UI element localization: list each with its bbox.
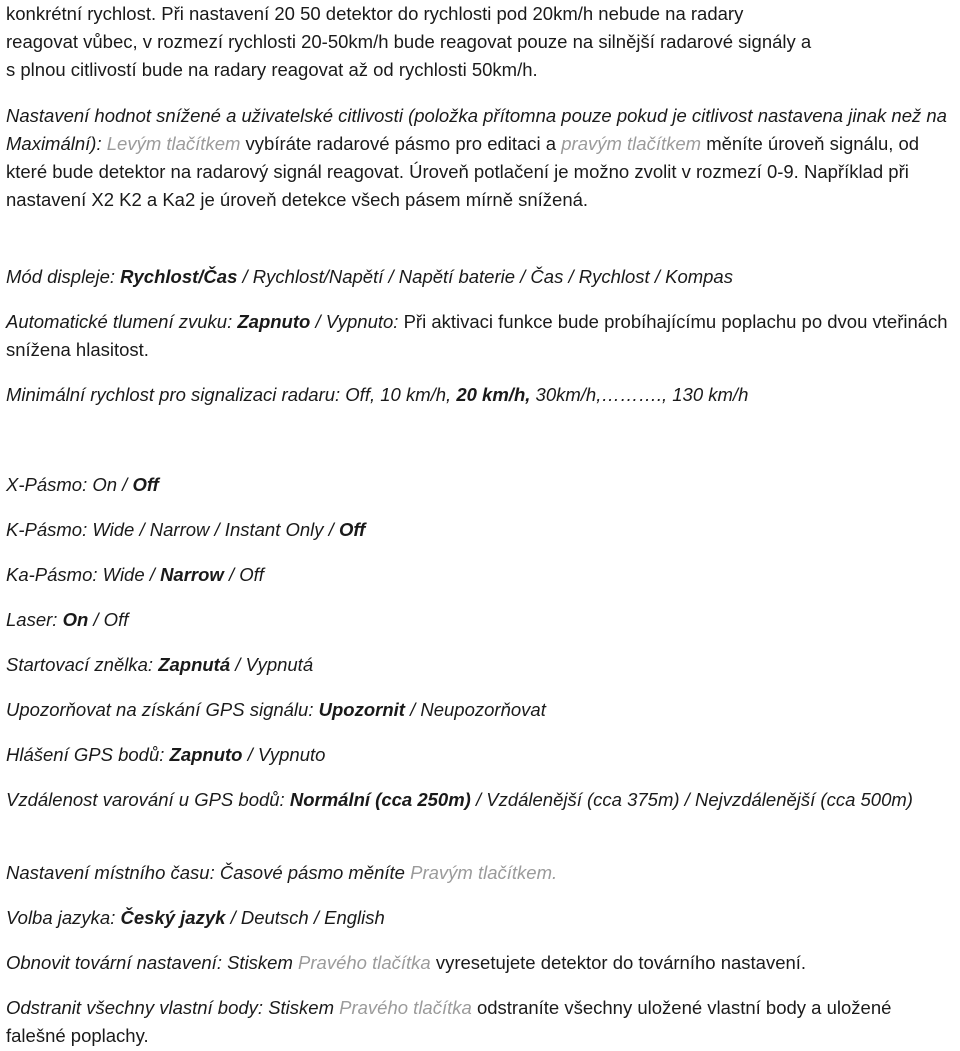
left-button-ref: Levým tlačítkem — [106, 133, 241, 154]
laser-line — [6, 606, 956, 634]
sensitivity-text-1: vybíráte radarové pásmo pro editaci a — [245, 133, 557, 154]
intro-line-1: konkrétní rychlost. Při nastavení 20 50 detektor do rychlosti pod 20km/h nebude na radary — [6, 3, 744, 24]
auto-mute-selected: Zapnuto — [237, 311, 311, 332]
factory-reset-button-ref: Pravého tlačítka — [298, 952, 431, 973]
remove-points-description: odstraníte všechny uložené vlastní body a uložené falešné poplachy. — [6, 997, 892, 1046]
remove-points-label: Odstranit všechny vlastní body: Stiskem — [6, 997, 334, 1018]
right-button-ref: pravým tlačítkem — [561, 133, 702, 154]
auto-mute-paragraph — [6, 308, 956, 364]
ka-band-label: Ka-Pásmo: Wide / — [6, 564, 155, 585]
auto-mute-options: / Vypnuto: — [315, 311, 399, 332]
sensitivity-label: Nastavení hodnot snížené a uživatelské citlivosti (položka přítomna pouze pokud je citlivost nastavena jinak než na Maximální): — [6, 105, 947, 154]
intro-line-3: s plnou citlivostí bude na radary reagovat až od rychlosti 50km/h. — [6, 59, 538, 80]
laser-options: / Off — [93, 609, 129, 630]
k-band-label: K-Pásmo: Wide / Narrow / Instant Only / — [6, 519, 334, 540]
language-line — [6, 904, 956, 932]
local-time-line — [6, 859, 956, 887]
remove-points-paragraph — [6, 994, 956, 1050]
startup-selected: Zapnutá — [158, 654, 231, 675]
display-mode-line — [6, 263, 956, 291]
local-time-button-ref: Pravým tlačítkem. — [410, 862, 558, 883]
auto-mute-description: Při aktivaci funkce bude probíhajícímu poplachu po dvou vteřinách snížena hlasitost. — [6, 311, 948, 360]
gps-distance-label: Vzdálenost varování u GPS bodů: — [6, 789, 285, 810]
min-speed-options: 30km/h,………., 130 km/h — [535, 384, 749, 405]
gps-points-line — [6, 741, 956, 769]
language-label: Volba jazyka: — [6, 907, 116, 928]
ka-band-selected: Narrow — [160, 564, 224, 585]
ka-band-options: / Off — [228, 564, 264, 585]
gps-points-label: Hlášení GPS bodů: — [6, 744, 165, 765]
sensitivity-paragraph — [6, 102, 956, 214]
gps-notify-label: Upozorňovat na získání GPS signálu: — [6, 699, 314, 720]
startup-line — [6, 651, 956, 679]
min-speed-label: Minimální rychlost pro signalizaci radaru: Off, 10 km/h, — [6, 384, 452, 405]
sensitivity-text-2: měníte úroveň signálu, od které bude detektor na radarový signál reagovat. Úroveň potlačení je možno zvolit v rozmezí 0-9. Například při nastavení X2 K2 a Ka2 je úroveň detekce všech pásem mírně snížená. — [6, 133, 920, 210]
factory-reset-line — [6, 949, 956, 977]
gps-points-options: / Vypnuto — [247, 744, 326, 765]
gps-notify-line — [6, 696, 956, 724]
k-band-line — [6, 516, 956, 544]
local-time-label: Nastavení místního času: Časové pásmo měníte — [6, 862, 405, 883]
gps-points-selected: Zapnuto — [169, 744, 243, 765]
intro-paragraph — [6, 0, 956, 84]
min-speed-selected: 20 km/h, — [456, 384, 531, 405]
gps-distance-options: / Vzdálenější (cca 375m) / Nejvzdálenější (cca 500m) — [475, 789, 913, 810]
factory-reset-description: vyresetujete detektor do továrního nastavení. — [435, 952, 807, 973]
x-band-label: X-Pásmo: On / — [6, 474, 128, 495]
x-band-selected: Off — [132, 474, 159, 495]
laser-label: Laser: — [6, 609, 58, 630]
language-selected: Český jazyk — [120, 907, 226, 928]
display-mode-options: / Rychlost/Napětí / Napětí baterie / Čas / Rychlost / Kompas — [242, 266, 733, 287]
remove-points-button-ref: Pravého tlačítka — [339, 997, 472, 1018]
factory-reset-label: Obnovit tovární nastavení: Stiskem — [6, 952, 293, 973]
k-band-selected: Off — [338, 519, 366, 540]
ka-band-line — [6, 561, 956, 589]
display-mode-label: Mód displeje: — [6, 266, 116, 287]
intro-line-2: reagovat vůbec, v rozmezí rychlosti 20-50km/h bude reagovat pouze na silnější radarové signály a — [6, 31, 812, 52]
display-mode-selected: Rychlost/Čas — [120, 266, 238, 287]
gps-distance-paragraph — [6, 786, 956, 814]
startup-label: Startovací znělka: — [6, 654, 154, 675]
auto-mute-label: Automatické tlumení zvuku: — [6, 311, 233, 332]
gps-distance-selected: Normální (cca 250m) — [289, 789, 471, 810]
min-speed-line — [6, 381, 956, 409]
gps-notify-selected: Upozornit — [318, 699, 405, 720]
x-band-line — [6, 471, 956, 499]
laser-selected: On — [62, 609, 89, 630]
language-options: / Deutsch / English — [230, 907, 385, 928]
gps-notify-options: / Neupozorňovat — [410, 699, 546, 720]
startup-options: / Vypnutá — [235, 654, 314, 675]
